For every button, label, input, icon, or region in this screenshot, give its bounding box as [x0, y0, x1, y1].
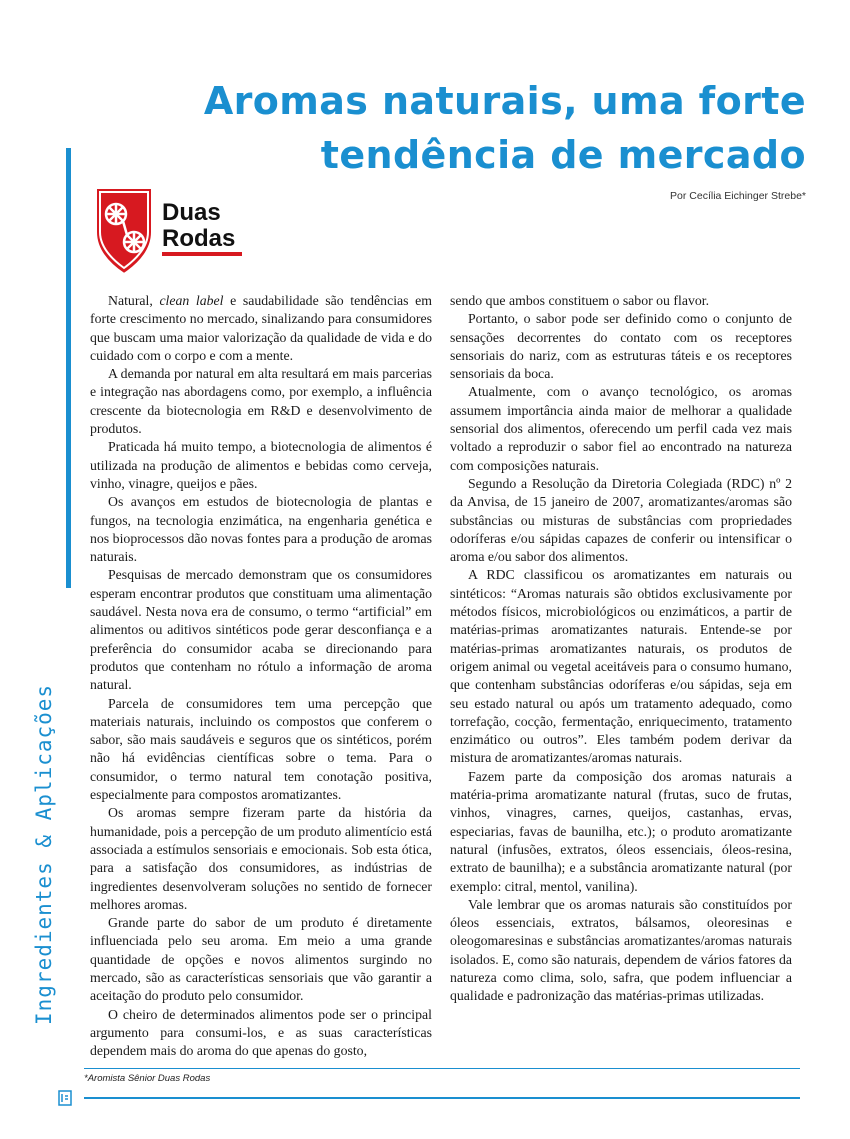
logo-text-line-1: Duas [162, 199, 221, 226]
article-paragraph: A RDC classificou os aromatizantes em naturais ou sintéticos: “Aromas naturais são obtidos exclusivamente por métodos físicos, microbiológicos ou enzimáticos, a partir de matérias-primas aromatizantes naturais. Entende-se por matérias-primas aromatizantes naturais, os produtos de origem animal ou vegetal aceitáveis para o consumo humano, que contenham substâncias odoríferas e/ou sápidas, seja em seu estado natural ou após um tratamento adequado, como torrefação, cocção, fermentação, enriquecimento, tratamento enzimático ou outros”. Eles também podem derivar da mistura de aromatizantes/aromas naturais. [450, 567, 792, 766]
logo-shield-icon [96, 188, 152, 274]
article-title-line-2: tendência de mercado [320, 133, 806, 177]
article-paragraph: Grande parte do sabor de um produto é diretamente influenciada pelo seu aroma. Em meio a uma grande quantidade de opções e novos alimentos surgindo no mercado, são as características sensoriais que vão garantir a aceitação do produto pelo consumidor. [90, 915, 432, 1004]
article-paragraph: Portanto, o sabor pode ser definido como o conjunto de sensações decorrentes do contato com os receptores sensoriais do nariz, com as estruturas táteis e os receptores sensoriais da boca. [450, 311, 792, 382]
article-column-left [90, 292, 432, 1060]
article-paragraph: Os aromas sempre fizeram parte da história da humanidade, pois a percepção de um produto alimentício está associada a estímulos sensoriais e emocionais. Sob esta ótica, para a satisfação dos consumidores, as indústrias de ingredientes desenvolveram soluções no sentido de fornecer melhores aromas. [90, 805, 432, 912]
article-paragraph: O cheiro de determinados alimentos pode ser o principal argumento para consumi-los, e as suas características dependem mais do aroma do que apenas do gosto, [90, 1006, 432, 1059]
footnote: *Aromista Sênior Duas Rodas [84, 1073, 211, 1084]
page-bottom-rule [84, 1097, 800, 1099]
duas-rodas-logo [94, 186, 244, 276]
article-paragraph: sendo que ambos constituem o sabor ou flavor. [450, 293, 710, 308]
article-column-right [450, 292, 792, 1006]
article-title-line-1: Aromas naturais, uma forte [203, 79, 806, 123]
logo-text-line-2: Rodas [162, 225, 236, 252]
section-label: Ingredientes & Aplicações [32, 683, 56, 1025]
article-paragraph: Vale lembrar que os aromas naturais são constituídos por óleos essenciais, extratos, bálsamos, oleoresinas e oleogomaresinas e substâncias aromatizantes/aromas naturais isolados. E, como são naturais, dependem de vários fatores da natureza como clima, solo, safra, que podem influenciar a qualidade e padronização das matérias-primas utilizadas. [450, 896, 792, 1004]
footnote-divider [84, 1068, 800, 1069]
article-paragraph: Segundo a Resolução da Diretoria Colegiada (RDC) nº 2 da Anvisa, de 15 janeiro de 2007, aromatizantes/aromas são substâncias ou misturas de substâncias com propriedades odoríferas e/ou sápidas capazes de conferir ou intensificar o aroma e/ou sabor dos alimentos. [450, 475, 792, 565]
logo-underline [162, 252, 242, 256]
article-title [86, 74, 806, 182]
page-marker-icon [58, 1090, 72, 1106]
article-paragraph: Praticada há muito tempo, a biotecnologia de alimentos é utilizada na produção de alimentos e bebidas como cerveja, vinho, vinagre, queijos e pães. [90, 439, 432, 491]
article-paragraph: Os avanços em estudos de biotecnologia de plantas e fungos, na tecnologia enzimática, na engenharia genética e nos bioprocessos dão novas fontes para a produção de aromas naturais. [90, 494, 432, 565]
accent-bar [66, 148, 71, 588]
article-paragraph: Fazem parte da composição dos aromas naturais a matéria-prima aromatizante natural (frutas, suco de frutas, vinhos, vinagres, carnes, queijos, castanhas, ervas, especiarias, favas de baunilha, etc.); o produto aromatizante natural (infusões, extratos, óleos essenciais, óleos-resina, extrato de baunilha); e a substância aromatizante natural (por exemplo: citral, mentol, vanilina). [450, 768, 792, 894]
article-paragraph: A demanda por natural em alta resultará em mais parcerias e integração nas abordagens como, por exemplo, a influência crescente da biotecnologia em R&D e desenvolvimento de produtos. [90, 366, 432, 437]
article-paragraph: Pesquisas de mercado demonstram que os consumidores esperam encontrar produtos que constituam uma alimentação saudável. Nesta nova era de consumo, o termo “artificial” em alimentos ou aditivos sintéticos pode gerar desconfiança e a preferência do consumidor acaba se direcionando para produtos que contenham no rótulo a informação de aroma natural. [90, 567, 432, 693]
article-paragraph: Atualmente, com o avanço tecnológico, os aromas assumem importância ainda maior de melhorar a qualidade sensorial dos alimentos, oferecendo um perfil cada vez mais voltado a reproduzir o sabor fiel ao encontrado na natureza com composições naturais. [450, 384, 792, 473]
article-paragraph: Natural, clean label e saudabilidade são tendências em forte crescimento no mercado, sinalizando para consumidores que buscam uma maior valorização da qualidade de vida e do cuidado com o corpo e com a mente. [90, 293, 432, 363]
article-paragraph: Parcela de consumidores tem uma percepção que materiais naturais, incluindo os compostos que conferem o sabor, são mais saudáveis e seguros que os sintéticos, porém não há evidências científicas sobre o tema. Para o consumidor, o termo natural tem conotação positiva, especialmente para compostos aromatizantes. [90, 695, 432, 803]
author-byline: Por Cecília Eichinger Strebe* [670, 190, 806, 202]
